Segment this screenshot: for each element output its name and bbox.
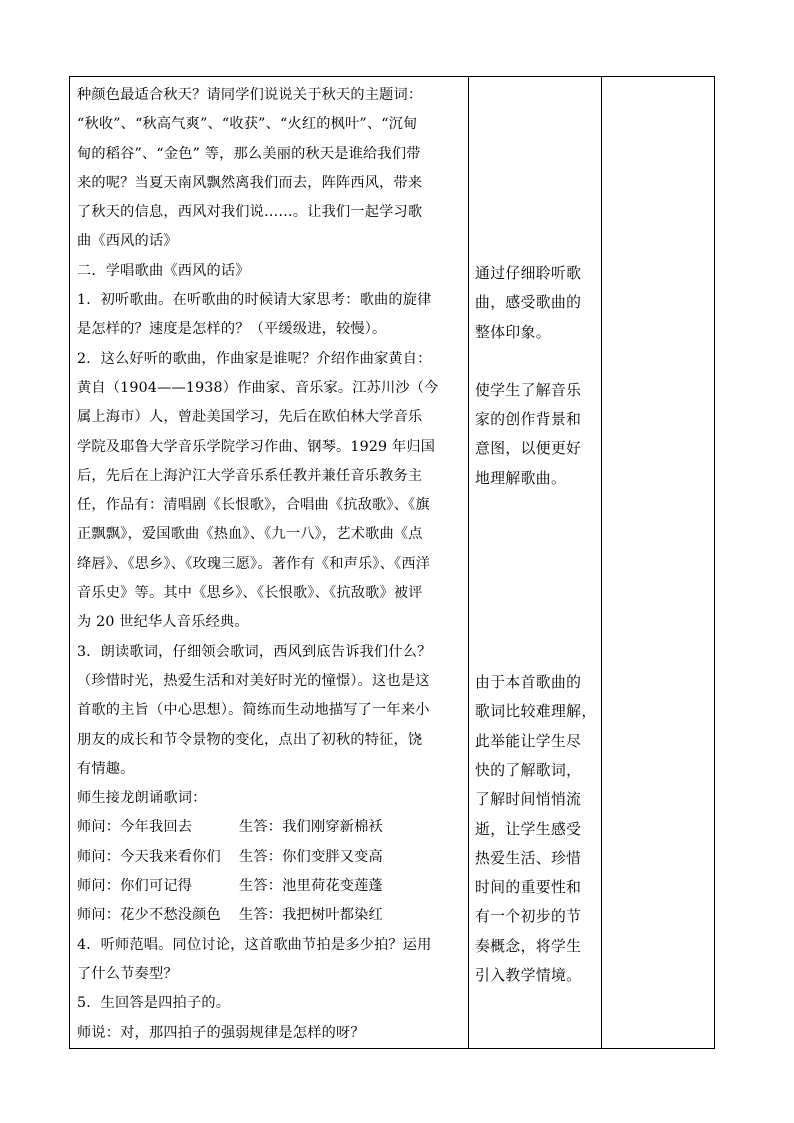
note-line: 整体印象。 <box>475 323 551 341</box>
text-line: 为 20 世纪华人音乐经典。 <box>77 614 249 631</box>
teaching-process-cell <box>70 77 469 1049</box>
text-line: 黄自（1904——1938）作曲家、音乐家。江苏川沙（今 <box>77 379 439 396</box>
student-answer: 生答：我把树叶都染红 <box>239 907 383 924</box>
dialogue-line <box>77 813 462 842</box>
teacher-question: 师问：今天我来看你们 <box>77 848 221 865</box>
note-line: 家的创作背景和 <box>475 411 582 429</box>
text-line: 音乐史》等。其中《思乡》、《长恨歌》、《抗敌歌》被评 <box>77 585 423 602</box>
text-line: 3．朗读歌词，仔细领会歌词，西风到底告诉我们什么？ <box>77 643 432 660</box>
text-line: “秋收”、“秋高气爽”、“收获”、“火红的枫叶”、“沉甸 <box>77 116 418 133</box>
dialogue-line <box>77 872 462 901</box>
note-line: 逝，让学生感受 <box>475 820 582 838</box>
intent-note <box>475 668 597 990</box>
teacher-question: 师问：花少不愁没颜色 <box>77 907 221 924</box>
text-line: 了秋天的信息，西风对我们说……。让我们一起学习歌 <box>77 204 423 221</box>
text-line: 了什么节奏型？ <box>77 965 178 982</box>
note-line: 奏概念，将学生 <box>475 937 582 955</box>
text-line: 后，先后在上海沪江大学音乐系任教并兼任音乐教务主 <box>77 467 423 484</box>
text-line: 任，作品有：清唱剧《长恨歌》，合唱曲《抗敌歌》、《旗 <box>77 497 430 514</box>
text-line: 有情趣。 <box>77 760 135 777</box>
student-answer: 生答：我们刚穿新棉袄 <box>239 819 383 836</box>
text-line: 师说：对，那四拍子的强弱规律是怎样的呀？ <box>77 1024 365 1041</box>
note-line: 引入教学情境。 <box>475 967 582 985</box>
text-line: 甸的稻谷”、“金色” 等，那么美丽的秋天是谁给我们带 <box>77 145 421 162</box>
design-intent-cell <box>469 77 602 1049</box>
student-answer: 生答：你们变胖又变高 <box>239 848 383 865</box>
note-line: 使学生了解音乐 <box>475 381 582 399</box>
text-line: 是怎样的？速度是怎样的？（平缓级进，较慢）。 <box>77 321 387 338</box>
text-line: 4．听师范唱。同位讨论，这首歌曲节拍是多少拍？运用 <box>77 936 432 953</box>
text-line: 正飘飘》，爱国歌曲《热血》、《九一八》，艺术歌曲《点 <box>77 526 423 543</box>
note-line: 此举能让学生尽 <box>475 732 582 750</box>
student-answer: 生答：池里荷花变莲蓬 <box>239 878 383 895</box>
text-line: 2．这么好听的歌曲，作曲家是谁呢？介绍作曲家黄自： <box>77 350 432 367</box>
text-line: 朋友的成长和节令景物的变化，点出了初秋的特征，饶 <box>77 731 423 748</box>
text-line: 首歌的主旨（中心思想）。简练而生动地描写了一年来小 <box>77 702 430 719</box>
note-line: 意图，以便更好 <box>475 440 582 458</box>
table-row <box>70 77 715 1049</box>
note-line: 地理解歌曲。 <box>475 469 567 487</box>
text-line: 绛唇》、《思乡》、《玫瑰三愿》。著作有《和声乐》、《西洋 <box>77 555 431 572</box>
design-intent-text <box>469 259 601 990</box>
text-line: 属上海市）人，曾赴美国学习，先后在欧伯林大学音乐 <box>77 409 423 426</box>
text-line: 师生接龙朗诵歌词： <box>77 790 207 807</box>
intent-note <box>475 376 597 493</box>
note-line: 由于本首歌曲的 <box>475 674 582 692</box>
text-line: 5．生回答是四拍子的。 <box>77 995 231 1012</box>
text-line: 1．初听歌曲。在听歌曲的时候请大家思考：歌曲的旋律 <box>77 292 432 309</box>
text-line: 曲《西风的话》 <box>77 233 178 250</box>
lesson-plan-table <box>69 76 715 1049</box>
intent-note <box>475 259 597 347</box>
teacher-question: 师问：今年我回去 <box>77 819 193 836</box>
empty-cell <box>602 77 715 1049</box>
note-line: 有一个初步的节 <box>475 908 582 926</box>
section-heading: 二．学唱歌曲《西风的话》 <box>77 262 250 279</box>
dialogue-line <box>77 901 462 930</box>
text-line: 种颜色最适合秋天？请同学们说说关于秋天的主题词： <box>77 87 423 103</box>
note-line: 快的了解歌词， <box>475 761 582 779</box>
note-line: 通过仔细聆听歌 <box>475 265 582 282</box>
note-line: 热爱生活、珍惜 <box>475 849 582 867</box>
note-line: 时间的重要性和 <box>475 879 582 897</box>
dialogue-line <box>77 843 462 872</box>
teaching-process-text <box>70 77 468 1048</box>
note-line: 歌词比较难理解， <box>475 703 597 721</box>
teacher-question: 师问：你们可记得 <box>77 878 193 895</box>
note-line: 曲，感受歌曲的 <box>475 294 582 312</box>
text-line: 学院及耶鲁大学音乐学院学习作曲、钢琴。1929 年归国 <box>77 438 436 455</box>
text-line: 来的呢？当夏天南风飘然离我们而去，阵阵西风，带来 <box>77 174 423 191</box>
note-line: 了解时间悄悄流 <box>475 791 582 809</box>
text-line: （珍惜时光，热爱生活和对美好时光的憧憬）。这也是这 <box>77 672 430 689</box>
